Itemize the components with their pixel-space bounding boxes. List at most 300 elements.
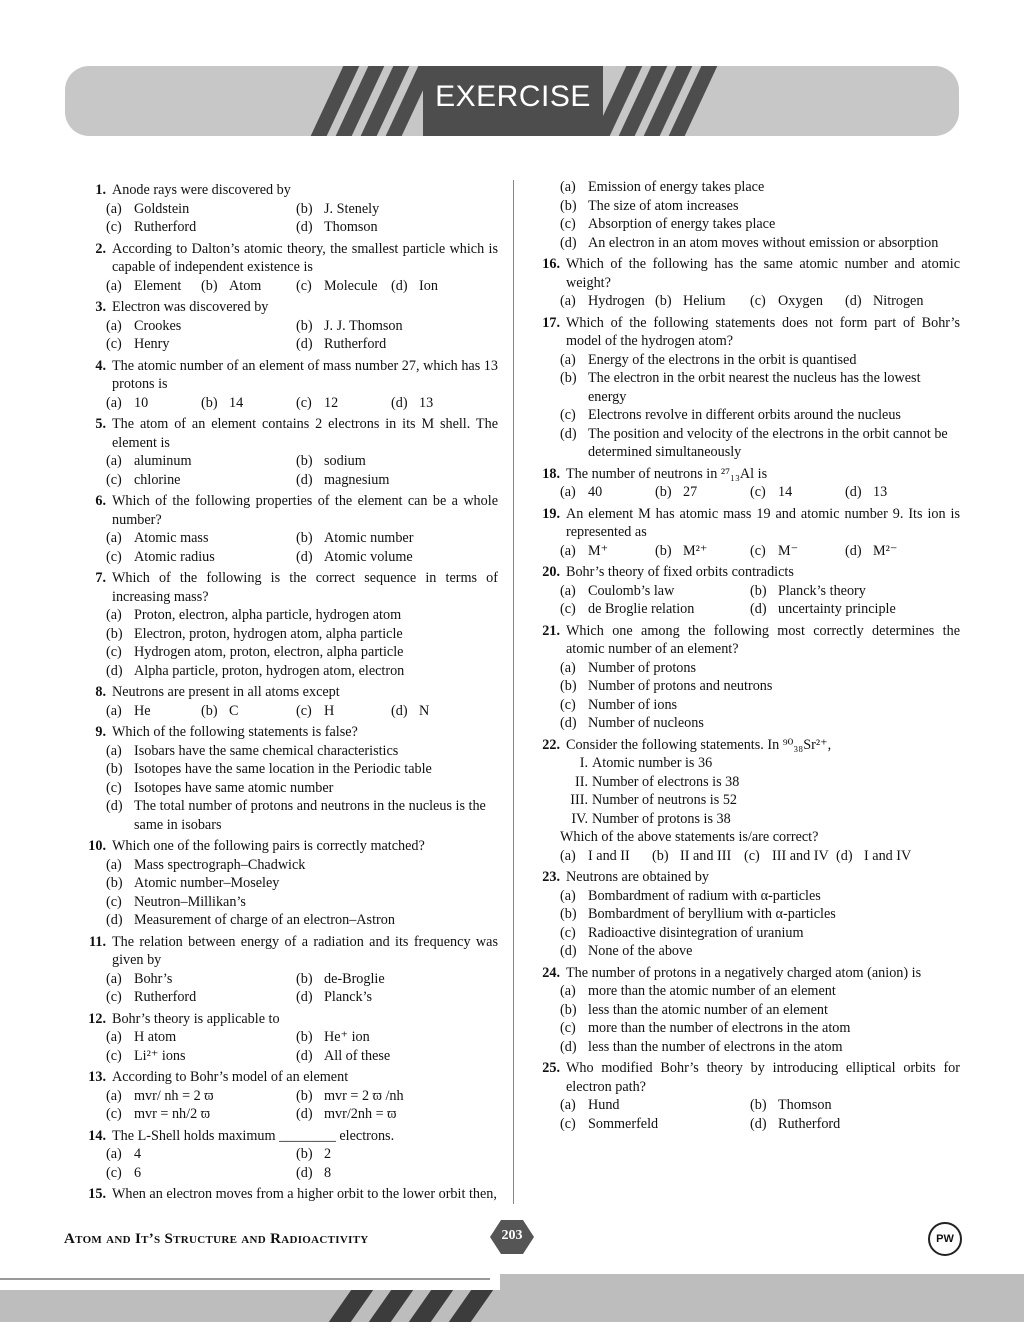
page-number: 203 <box>501 1228 523 1243</box>
question-stem <box>76 181 498 200</box>
option-row <box>560 582 960 601</box>
question-stem <box>76 298 498 317</box>
option-letter: (d) <box>296 1047 313 1064</box>
question-stem <box>76 569 498 606</box>
question-number: 17. <box>542 314 560 331</box>
option-letter: (a) <box>106 1146 122 1162</box>
question-text: The number of neutrons in ²⁷₁₃Al is <box>566 465 768 482</box>
question-stem <box>76 1068 498 1087</box>
answer-option <box>560 1115 750 1134</box>
option-text: I and IV <box>864 847 912 864</box>
option-text: 14 <box>778 484 793 500</box>
option-letter: (b) <box>296 1087 313 1104</box>
statement-number: IV. <box>571 810 588 827</box>
question-text: Which one of the following pairs is correctly matched? <box>112 838 425 854</box>
option-letter: (b) <box>296 530 313 546</box>
option-row <box>106 335 498 354</box>
question-block <box>530 622 960 733</box>
option-letter: (c) <box>560 1020 576 1036</box>
option-row <box>560 847 960 866</box>
answer-option <box>845 292 940 311</box>
option-letter: (a) <box>106 702 122 719</box>
question-text: Which of the following statements does not form part of Bohr’s model of the hydrogen atom? <box>566 314 960 349</box>
statement <box>560 754 960 773</box>
option-text: mvr/ nh = 2 ϖ <box>134 1087 214 1104</box>
option-row <box>560 483 960 502</box>
option-text: 14 <box>229 394 244 411</box>
option-letter: (c) <box>296 702 312 719</box>
option-text: Absorption of energy takes place <box>588 216 776 232</box>
option-text: Electron, proton, hydrogen atom, alpha particle <box>134 625 403 642</box>
answer-option <box>560 234 960 253</box>
question-text: Which of the following is the correct sequence in terms of increasing mass? <box>112 570 498 605</box>
option-text: Rutherford <box>324 336 387 352</box>
option-letter: (a) <box>560 179 576 195</box>
answer-option <box>296 988 496 1007</box>
question-number: 6. <box>95 493 106 509</box>
question-text: Which one among the following most correctly determines the atomic number of an element? <box>566 622 960 657</box>
option-text: 4 <box>134 1146 142 1162</box>
question-number: 15. <box>88 1186 106 1202</box>
answer-option <box>750 1115 950 1134</box>
option-text: The total number of protons and neutrons in the nucleus is the same in isobars <box>134 798 486 833</box>
option-letter: (a) <box>106 607 122 623</box>
option-text: chlorine <box>134 471 181 488</box>
answer-option <box>106 662 498 681</box>
option-text: Number of protons and neutrons <box>588 678 773 694</box>
option-text: None of the above <box>588 943 693 959</box>
option-text: Atomic mass <box>134 530 209 546</box>
option-text: Rutherford <box>778 1115 841 1132</box>
question-subtext: Which of the above statements is/are correct? <box>560 829 819 845</box>
option-letter: (d) <box>845 542 862 559</box>
question-block <box>76 933 498 1007</box>
answer-option <box>106 988 296 1007</box>
option-letter: (a) <box>106 970 122 987</box>
option-text: The size of atom increases <box>588 197 739 214</box>
option-letter: (d) <box>391 394 408 411</box>
option-text: 6 <box>134 1164 142 1181</box>
option-letter: (c) <box>750 293 766 309</box>
question-block <box>76 837 498 930</box>
option-letter: (d) <box>750 1115 767 1132</box>
answer-option <box>106 200 296 219</box>
answer-option <box>106 1028 296 1047</box>
option-text: uncertainty principle <box>778 601 896 617</box>
answer-option <box>744 847 836 866</box>
question-block <box>530 1059 960 1133</box>
question-number: 23. <box>542 869 560 885</box>
question-block <box>530 736 960 866</box>
answer-option <box>560 887 960 906</box>
option-letter: (b) <box>106 875 123 891</box>
option-text: magnesium <box>324 471 390 488</box>
question-stem <box>530 622 960 659</box>
question-stem <box>76 1010 498 1029</box>
answer-option <box>560 982 960 1001</box>
option-text: Bohr’s <box>134 970 173 987</box>
question-number: 18. <box>542 465 560 482</box>
question-text: Who modified Bohr’s theory by introducing elliptical orbits for electron path? <box>566 1060 960 1095</box>
question-stem <box>530 255 960 292</box>
question-block <box>76 415 498 489</box>
answer-option <box>296 277 391 296</box>
option-letter: (c) <box>106 336 122 352</box>
answer-option <box>296 970 496 989</box>
option-text: Rutherford <box>134 989 197 1005</box>
answer-option <box>296 548 496 567</box>
answer-option <box>560 197 960 216</box>
option-text: III and IV <box>772 847 829 864</box>
option-text: de-Broglie <box>324 970 385 987</box>
option-letter: (b) <box>296 1146 313 1162</box>
answer-option <box>201 277 296 296</box>
option-letter: (b) <box>560 906 577 922</box>
answer-option <box>560 905 960 924</box>
statement-text: Number of electrons is 38 <box>592 773 740 790</box>
question-block <box>76 1185 498 1204</box>
answer-option <box>106 911 498 930</box>
option-text: sodium <box>324 453 366 469</box>
statement <box>560 773 960 792</box>
option-row <box>106 970 498 989</box>
right-column <box>530 178 960 1133</box>
option-letter: (a) <box>560 542 576 559</box>
question-text: Which of the following statements is false? <box>112 724 358 740</box>
option-letter: (b) <box>560 678 577 694</box>
question-block <box>76 357 498 413</box>
option-letter: (c) <box>296 277 312 294</box>
question-block <box>76 569 498 680</box>
answer-option <box>750 292 845 311</box>
option-text: 8 <box>324 1164 332 1181</box>
option-letter: (a) <box>560 582 576 599</box>
question-number: 8. <box>95 684 106 700</box>
question-text: Electron was discovered by <box>112 299 269 315</box>
question-stem <box>76 1185 498 1204</box>
answer-option <box>560 351 960 370</box>
option-row <box>106 471 498 490</box>
option-text: An electron in an atom moves without emission or absorption <box>588 234 939 251</box>
question-block <box>76 492 498 566</box>
answer-option <box>560 847 652 866</box>
option-text: M²⁻ <box>873 542 898 559</box>
footer-band <box>0 1290 1024 1322</box>
answer-option <box>560 1001 960 1020</box>
option-letter: (a) <box>106 394 122 411</box>
option-letter: (b) <box>750 582 767 599</box>
question-stem <box>530 563 960 582</box>
option-letter: (d) <box>560 1038 577 1055</box>
option-text: M⁺ <box>588 542 609 559</box>
option-letter: (b) <box>201 702 218 719</box>
question-stem <box>76 492 498 529</box>
answer-option <box>750 1096 950 1115</box>
question-number: 25. <box>542 1060 560 1076</box>
option-text: Electrons revolve in different orbits around the nucleus <box>588 407 901 423</box>
question-number: 9. <box>95 724 106 740</box>
answer-option <box>106 471 296 490</box>
option-row <box>106 1145 498 1164</box>
option-text: C <box>229 702 239 719</box>
question-text: An element M has atomic mass 19 and atomic number 9. Its ion is represented as <box>566 505 960 540</box>
question-block <box>76 298 498 354</box>
question-text: The relation between energy of a radiation and its frequency was given by <box>112 933 498 968</box>
option-text: Crookes <box>134 317 182 334</box>
option-text: Sommerfeld <box>588 1115 659 1132</box>
answer-option <box>560 1096 750 1115</box>
question-number: 7. <box>95 570 106 586</box>
answer-option <box>106 856 498 875</box>
option-text: 13 <box>873 484 888 500</box>
option-letter: (a) <box>106 453 122 469</box>
answer-option <box>106 760 498 779</box>
answer-option <box>296 218 496 237</box>
answer-option <box>845 542 940 561</box>
option-letter: (c) <box>750 484 766 500</box>
option-letter: (d) <box>296 1164 313 1181</box>
option-row <box>560 1096 960 1115</box>
answer-option <box>560 215 960 234</box>
question-text: The number of protons in a negatively charged atom (anion) is <box>566 964 922 981</box>
question-stem <box>76 240 498 277</box>
option-row <box>106 529 498 548</box>
option-text: Emission of energy takes place <box>588 179 765 195</box>
answer-option <box>560 1038 960 1057</box>
option-text: 12 <box>324 394 339 411</box>
answer-option <box>391 394 486 413</box>
question-text: According to Dalton’s atomic theory, the smallest particle which is capable of independent existence is <box>112 240 498 275</box>
option-letter: (c) <box>560 1115 576 1132</box>
answer-option <box>106 1047 296 1066</box>
option-letter: (d) <box>560 234 577 251</box>
question-block <box>530 178 960 252</box>
question-block <box>530 314 960 462</box>
question-text: The atomic number of an element of mass number 27, which has 13 protons is <box>112 357 498 392</box>
answer-option <box>296 1047 496 1066</box>
option-letter: (b) <box>296 1029 313 1045</box>
option-letter: (c) <box>106 548 122 565</box>
answer-option <box>296 702 391 721</box>
question-text: Neutrons are obtained by <box>566 869 710 885</box>
option-text: II and III <box>680 847 732 864</box>
option-text: more than the number of electrons in the atom <box>588 1020 851 1036</box>
answer-option <box>750 542 845 561</box>
question-block <box>76 683 498 720</box>
option-letter: (a) <box>106 856 122 873</box>
option-letter: (c) <box>296 394 312 411</box>
answer-option <box>560 924 960 943</box>
question-text: When an electron moves from a higher orbit to the lower orbit then, <box>112 1186 497 1202</box>
question-number: 14. <box>88 1127 106 1144</box>
option-text: Number of protons <box>588 659 696 676</box>
option-letter: (d) <box>845 484 862 500</box>
answer-option <box>296 529 496 548</box>
question-number: 4. <box>95 357 106 374</box>
question-block <box>76 1127 498 1183</box>
statement-number: III. <box>570 792 588 808</box>
question-block <box>76 723 498 834</box>
option-row <box>106 218 498 237</box>
option-text: Bombardment of beryllium with α-particles <box>588 906 836 922</box>
option-text: Helium <box>683 293 726 309</box>
option-letter: (d) <box>296 336 313 352</box>
option-text: Hydrogen <box>588 293 645 309</box>
option-letter: (c) <box>560 924 576 941</box>
option-text: M⁻ <box>778 542 799 559</box>
answer-option <box>296 471 496 490</box>
answer-option <box>655 483 750 502</box>
option-letter: (b) <box>106 625 123 642</box>
option-letter: (b) <box>201 277 218 294</box>
question-number: 12. <box>88 1010 106 1027</box>
option-text: Li²⁺ ions <box>134 1047 186 1064</box>
answer-option <box>296 452 496 471</box>
option-text: less than the atomic number of an element <box>588 1001 828 1018</box>
answer-option <box>106 452 296 471</box>
question-number: 10. <box>88 838 106 854</box>
question-text: Which of the following has the same atomic number and atomic weight? <box>566 256 960 291</box>
answer-option <box>296 1164 496 1183</box>
question-block <box>530 505 960 561</box>
question-stem <box>530 505 960 542</box>
option-text: Proton, electron, alpha particle, hydrogen atom <box>134 607 402 623</box>
option-row <box>106 1087 498 1106</box>
statement-number: II. <box>575 773 588 790</box>
option-letter: (a) <box>560 847 576 864</box>
footer-rule <box>0 1278 490 1280</box>
option-text: J. J. Thomson <box>324 317 403 334</box>
option-letter: (a) <box>560 484 576 500</box>
answer-option <box>560 1019 960 1038</box>
option-row <box>560 1115 960 1134</box>
answer-option <box>106 394 201 413</box>
option-text: Bombardment of radium with α-particles <box>588 887 821 904</box>
option-letter: (b) <box>655 542 672 559</box>
option-letter: (d) <box>296 989 313 1005</box>
answer-option <box>560 714 960 733</box>
question-stem <box>76 1127 498 1146</box>
option-text: The position and velocity of the electrons in the orbit cannot be determined simultaneously <box>588 425 948 460</box>
option-row <box>106 548 498 567</box>
question-number: 24. <box>542 964 560 981</box>
option-letter: (b) <box>106 761 123 777</box>
question-number: 11. <box>89 933 106 950</box>
question-text: The atom of an element contains 2 electrons in its M shell. The element is <box>112 416 498 451</box>
option-text: N <box>419 702 430 719</box>
option-letter: (d) <box>391 702 408 719</box>
option-letter: (b) <box>296 453 313 469</box>
option-letter: (a) <box>560 1097 576 1113</box>
statement <box>560 791 960 810</box>
question-number: 21. <box>542 622 560 639</box>
answer-option <box>560 942 960 961</box>
option-text: M²⁺ <box>683 542 708 559</box>
option-letter: (d) <box>560 715 577 731</box>
answer-option <box>560 425 960 462</box>
option-letter: (c) <box>560 216 576 232</box>
option-text: Molecule <box>324 277 378 294</box>
option-text: The electron in the orbit nearest the nucleus has the lowest energy <box>588 370 921 405</box>
option-text: Atomic number <box>324 530 414 546</box>
option-text: Mass spectrograph–Chadwick <box>134 856 306 873</box>
option-letter: (a) <box>560 293 576 309</box>
option-letter: (c) <box>106 1047 122 1064</box>
question-number: 20. <box>542 564 560 580</box>
answer-option <box>106 643 498 662</box>
option-text: Energy of the electrons in the orbit is quantised <box>588 351 857 368</box>
option-text: 27 <box>683 484 698 500</box>
answer-option <box>560 677 960 696</box>
question-text: Anode rays were discovered by <box>112 182 291 198</box>
answer-option <box>750 582 950 601</box>
option-text: Ion <box>419 277 438 294</box>
option-letter: (a) <box>560 659 576 676</box>
question-number: 16. <box>542 256 560 272</box>
option-letter: (d) <box>845 293 862 309</box>
option-letter: (d) <box>296 1106 313 1122</box>
option-text: 40 <box>588 484 603 500</box>
option-text: J. Stenely <box>324 200 380 217</box>
option-letter: (c) <box>744 847 760 864</box>
option-text: Number of ions <box>588 696 678 713</box>
option-text: Thomson <box>324 219 378 235</box>
answer-option <box>560 178 960 197</box>
option-row <box>106 988 498 1007</box>
question-stem <box>76 683 498 702</box>
answer-option <box>655 542 750 561</box>
answer-option <box>106 606 498 625</box>
question-block <box>76 1010 498 1066</box>
answer-option <box>391 277 486 296</box>
option-text: He⁺ ion <box>324 1029 370 1045</box>
option-text: Neutron–Millikan’s <box>134 893 246 910</box>
option-row <box>106 394 498 413</box>
question-stem <box>530 314 960 351</box>
answer-option <box>106 625 498 644</box>
option-letter: (a) <box>106 200 122 217</box>
question-stem <box>530 465 960 484</box>
option-text: Radioactive disintegration of uranium <box>588 924 804 941</box>
answer-option <box>560 483 655 502</box>
option-row <box>106 1164 498 1183</box>
question-block <box>76 181 498 237</box>
answer-option <box>560 369 960 406</box>
answer-option <box>296 335 496 354</box>
option-letter: (a) <box>560 887 576 904</box>
publisher-logo: PW <box>928 1222 962 1256</box>
option-text: Number of nucleons <box>588 715 704 731</box>
question-block <box>530 465 960 502</box>
question-number: 19. <box>542 505 560 522</box>
option-letter: (b) <box>560 197 577 214</box>
option-text: I and II <box>588 847 630 864</box>
option-text: Oxygen <box>778 293 823 309</box>
answer-option <box>750 600 950 619</box>
option-text: 10 <box>134 394 149 411</box>
option-text: mvr = 2 ϖ /nh <box>324 1087 404 1104</box>
answer-option <box>106 779 498 798</box>
option-letter: (d) <box>560 425 577 442</box>
question-block <box>530 868 960 961</box>
option-text: Thomson <box>778 1097 832 1113</box>
option-letter: (b) <box>296 317 313 334</box>
question-stem <box>76 933 498 970</box>
option-text: Rutherford <box>134 219 197 235</box>
question-text: Bohr’s theory of fixed orbits contradicts <box>566 564 794 580</box>
option-row <box>106 452 498 471</box>
answer-option <box>106 1105 296 1124</box>
